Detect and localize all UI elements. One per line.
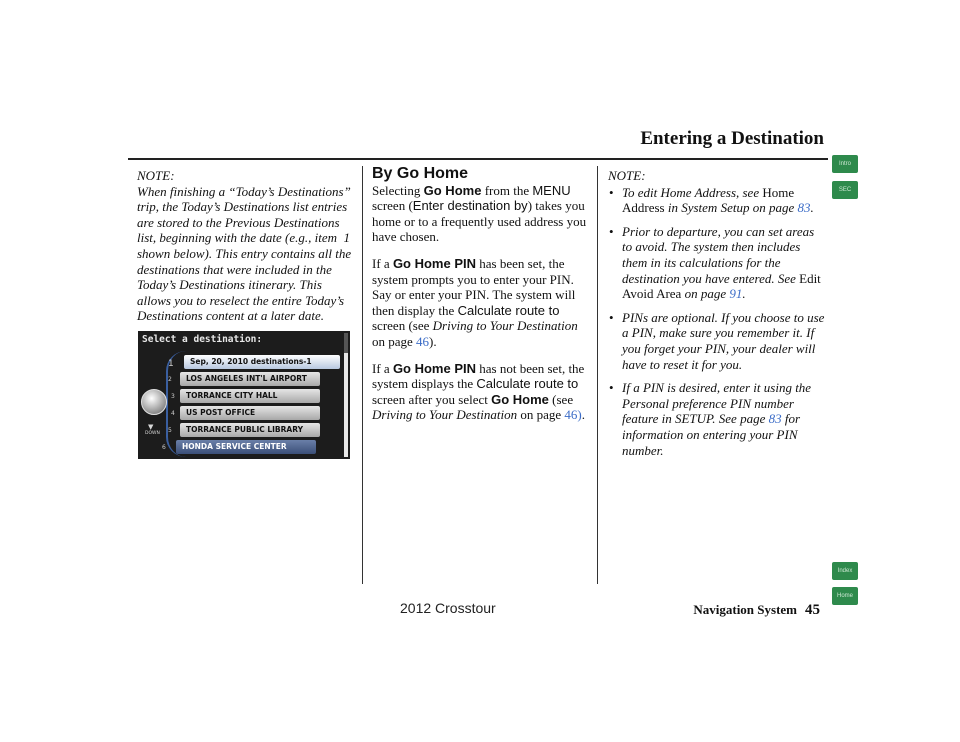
- header-rule: [128, 158, 828, 160]
- section-heading: By Go Home: [372, 165, 469, 182]
- intro-button[interactable]: Intro: [832, 155, 858, 173]
- home-button[interactable]: Home: [832, 587, 858, 605]
- scrollbar-thumb: [344, 333, 348, 353]
- paragraph-1: Selecting Go Home from the MENU screen (Enter destination by) takes you home or to a frequently used address you have chosen.: [372, 182, 587, 245]
- list-item: TORRANCE CITY HALL: [180, 389, 320, 403]
- interface-dial-icon: [141, 389, 167, 415]
- page-link-83[interactable]: 83: [768, 411, 782, 427]
- model-label: 2012 Crosstour: [400, 600, 496, 616]
- page-link-91[interactable]: 91: [729, 286, 743, 302]
- section-name: Navigation System: [693, 602, 797, 617]
- middle-column: [372, 166, 590, 423]
- page-title: Entering a Destination: [640, 128, 824, 149]
- item-number: 2: [168, 376, 172, 383]
- page-link-46[interactable]: 46: [416, 333, 430, 349]
- note-bullet: • To edit Home Address, see Home Address in System Setup on page 83.: [608, 185, 826, 216]
- page-footer: [693, 602, 820, 619]
- item-number: 6: [162, 444, 166, 451]
- paragraph-3: If a Go Home PIN has not been set, the system displays the Calculate route to screen after you select Go Home (see Driving to Your Destination on page 46).: [372, 360, 585, 423]
- page-link-83[interactable]: 83: [797, 200, 811, 216]
- list-item: TORRANCE PUBLIC LIBRARY: [180, 423, 320, 437]
- column-divider-left: [362, 166, 363, 584]
- note-label: NOTE:: [608, 168, 646, 183]
- index-button[interactable]: Index: [832, 562, 858, 580]
- down-arrow-icon: ▼: [148, 423, 154, 431]
- note-label: NOTE:: [137, 168, 175, 183]
- item-number: 5: [168, 427, 172, 434]
- sec-button[interactable]: SEC: [832, 181, 858, 199]
- right-column: [608, 168, 826, 466]
- column-divider-right: [597, 166, 598, 584]
- page-link-46[interactable]: 46): [564, 407, 582, 423]
- down-label: DOWN: [145, 431, 160, 436]
- note-bullet: • PINs are optional. If you choose to use a PIN, make sure you remember it. If you forget your PIN, your dealer will have to reset it for you.: [608, 310, 826, 372]
- list-item: LOS ANGELES INT'L AIRPORT: [180, 372, 320, 386]
- note-text: When finishing a “Today’s Destinations” trip, the Today’s Destinations list entries are stored to the Previous Destinations list, beginning with the date (e.g., item 1 shown below). This entry contains all the destinations that were included in the Today’s Destinations itinerary. This allows you to reselect the entire Today’s Destinations content at a later date.: [137, 183, 352, 324]
- item-number: 3: [171, 393, 175, 400]
- list-item: Sep, 20, 2010 destinations-1: [184, 355, 340, 369]
- destination-screen-image: [138, 331, 350, 459]
- paragraph-2: If a Go Home PIN has been set, the system prompts you to enter your PIN. Say or enter your PIN. The system will then display the Calculate route to screen (see Driving to Your Destination on page 46).: [372, 255, 578, 349]
- page-number: 45: [805, 602, 820, 618]
- list-item: US POST OFFICE: [180, 406, 320, 420]
- screen-title: Select a destination:: [142, 334, 263, 345]
- left-note: [137, 168, 353, 324]
- item-number: 1: [168, 359, 174, 369]
- note-bullet: • Prior to departure, you can set areas to avoid. The system then includes them in its calculations for the destination you have entered. See Edit Avoid Area on page 91.: [608, 224, 826, 302]
- note-bullet: • If a PIN is desired, enter it using the Personal preference PIN number feature in SETUP. See page 83 for information on entering your PIN number.: [608, 380, 826, 458]
- list-item: HONDA SERVICE CENTER: [176, 440, 316, 454]
- item-number: 4: [171, 410, 175, 417]
